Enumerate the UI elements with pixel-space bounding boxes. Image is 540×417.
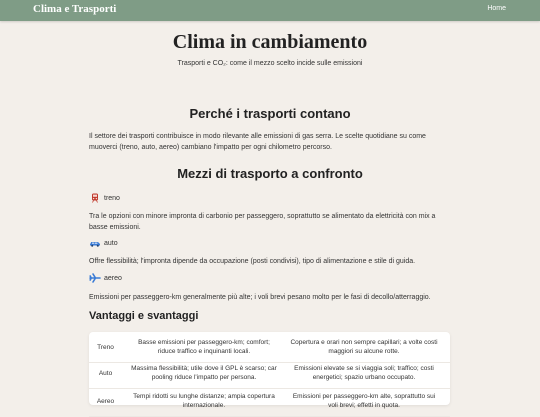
- mode-label-car: auto: [104, 239, 118, 247]
- pros-cons-table: [89, 332, 450, 409]
- mode-label-plane: aereo: [104, 274, 122, 282]
- page-subtitle: Trasporti e CO₂: come il mezzo scelto incide sulle emissioni: [177, 60, 363, 67]
- mode-item-car: [89, 238, 118, 250]
- table-cell-con: Copertura e orari non sempre capillari; a volte costi maggiori su alcune rotte.: [290, 339, 438, 355]
- car-icon: [89, 238, 101, 248]
- table-cell-mode: Auto: [98, 369, 113, 377]
- site-brand[interactable]: Clima e Trasporti: [33, 3, 117, 15]
- table-cell-mode: Treno: [97, 343, 114, 351]
- table-cell-mode: Aereo: [96, 397, 115, 405]
- mode-label-train: treno: [104, 194, 120, 202]
- table-cell-con: Emissioni elevate se si viaggia soli; traffico; costi energetici; spazio urbano occupato.: [294, 365, 434, 381]
- table-row: [89, 358, 450, 389]
- page-title: Clima in cambiamento: [172, 31, 368, 53]
- mode-item-plane: [89, 273, 122, 285]
- section-heading-pros-cons: Vantaggi e svantaggi: [89, 310, 199, 322]
- top-navbar: [0, 0, 540, 21]
- mode-text-car: Offre flessibilità; l'impronta dipende da occupazione (posti condivisi), tipo di alimentazione e stile di guida.: [89, 258, 416, 265]
- table-cell-con: Emissioni per passeggero-km alte, soprattutto sui voli brevi; effetti in quota.: [292, 393, 436, 409]
- section-heading-why-transport: Perché i trasporti contano: [189, 106, 351, 121]
- mode-text-train: Tra le opzioni con minore impronta di carbonio per passeggero, soprattutto se alimentato da elettricità con mix a basse emissioni.: [89, 213, 436, 231]
- train-icon: [89, 193, 101, 203]
- nav-home-link[interactable]: Home: [487, 5, 506, 12]
- table-cell-pro: Massima flessibilità; utile dove il GPL è scarso; car pooling riduce l'impatto per persona.: [131, 365, 277, 381]
- section-text-why-transport: Il settore dei trasporti contribuisce in modo rilevante alle emissioni di gas serra. Le scelte quotidiane su come muoverci (treno, auto, aereo) cambiano l'impatto per ogni chilometro percorso.: [89, 133, 426, 151]
- mode-text-plane: Emissioni per passeggero-km generalmente più alte; i voli brevi pesano molto per le fasi di decollo/atterraggio.: [89, 294, 431, 301]
- section-heading-modes: Mezzi di trasporto a confronto: [177, 166, 363, 181]
- table-row: [89, 386, 450, 417]
- table-cell-pro: Tempi ridotti su lunghe distanze; ampia copertura internazionale.: [133, 393, 275, 409]
- mode-item-train: [89, 193, 120, 205]
- table-cell-pro: Basse emissioni per passeggero-km; comfort; riduce traffico e inquinanti locali.: [138, 339, 270, 355]
- plane-icon: [89, 273, 101, 283]
